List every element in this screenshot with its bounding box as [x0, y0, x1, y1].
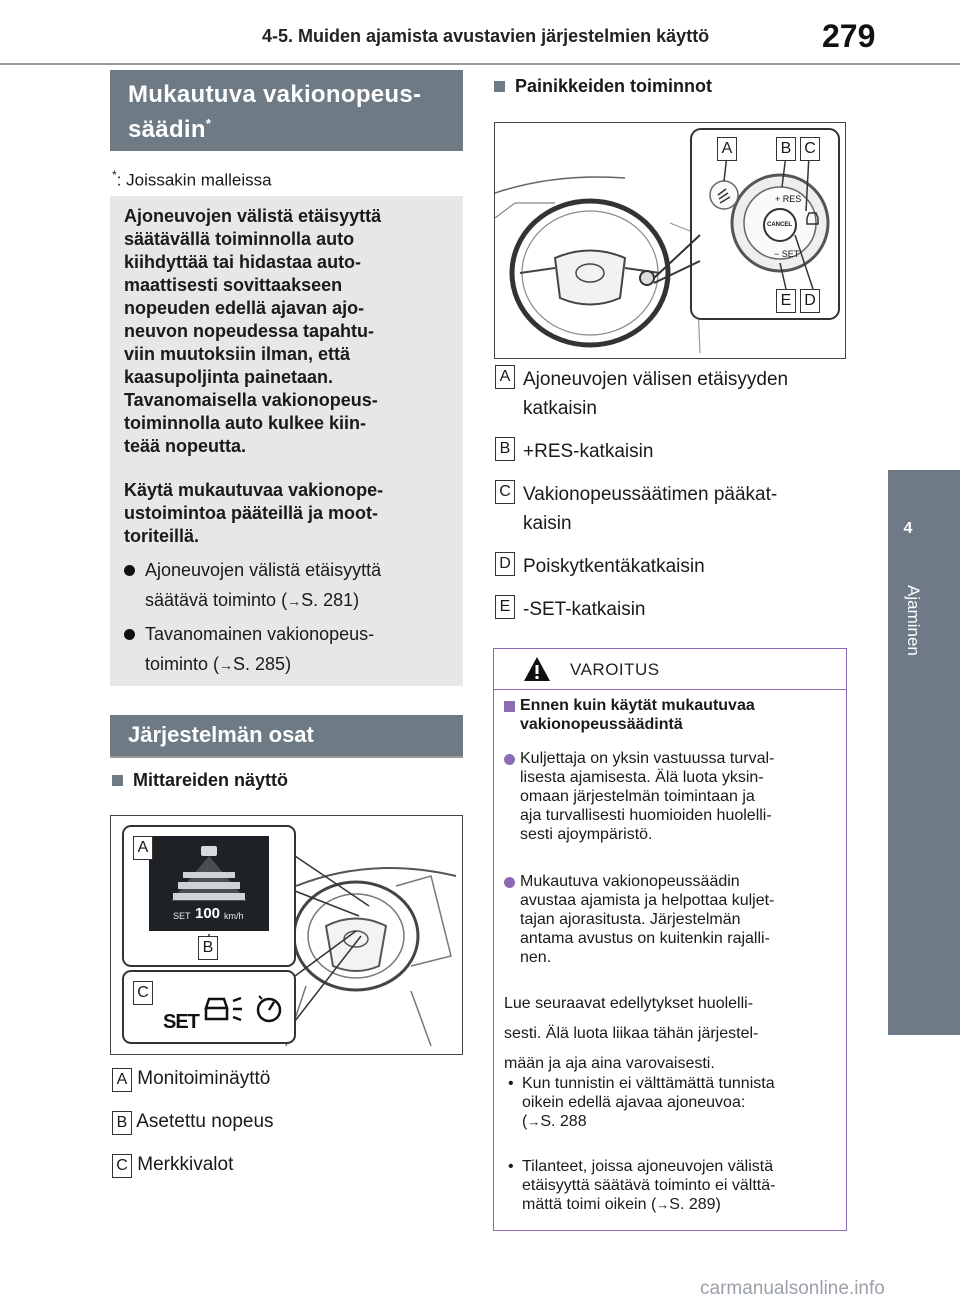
chapter-tab[interactable] — [888, 470, 960, 1035]
text-line: antama avustus on kuitenkin rajalli- — [520, 930, 770, 947]
item-text: Asetettu nopeus — [136, 1111, 274, 1132]
meters-figure — [110, 815, 463, 1055]
page-reference-link[interactable]: S. 281 — [301, 590, 354, 610]
paren: ( — [522, 1113, 528, 1130]
text-line: Tavanomaisella vakionopeus- — [124, 390, 378, 410]
text-line: vakionopeussäädintä — [520, 716, 683, 733]
item-label: E — [495, 595, 515, 619]
item-label: C — [112, 1154, 132, 1178]
item-text: Merkkivalot — [137, 1154, 234, 1175]
display-speed: 100 — [195, 905, 221, 922]
meters-item-a — [112, 1068, 270, 1092]
figure-label-c: C — [800, 137, 820, 161]
text-line: sesti. Älä luota liikaa tähän järjestel- — [504, 1025, 759, 1042]
item-text-cont: kaisin — [523, 513, 572, 534]
page-title — [128, 80, 421, 144]
text-line: etäisyyttä säätävä toiminto ei välttä- — [522, 1177, 776, 1194]
warning-bullet-2 — [520, 872, 840, 967]
text-line: tajan ajorasitusta. Järjestelmän — [520, 911, 741, 928]
section-title: Järjestelmän osat — [128, 722, 314, 747]
text-line: mään ja aja aina varovaisesti. — [504, 1055, 715, 1072]
bullet-line: Ajoneuvojen välistä etäisyyttä — [145, 560, 382, 580]
text-line: maattisesti sovittaakseen — [124, 275, 343, 295]
bullet-line: säätävä toiminto ( — [145, 590, 288, 610]
item-text-cont: katkaisin — [523, 398, 597, 419]
item-text: Vakionopeussäätimen pääkat- — [523, 484, 778, 505]
text-line: Kun tunnistin ei välttämättä tunnista — [522, 1075, 775, 1092]
watermark: carmanualsonline.info — [700, 1278, 885, 1299]
warning-triangle-icon — [522, 655, 552, 683]
title-asterisk: * — [205, 116, 212, 131]
figure-label-c: C — [133, 981, 153, 1005]
arrow-icon: → — [656, 1197, 670, 1212]
intro-paragraph-2 — [124, 479, 454, 548]
meters-item-c — [112, 1154, 233, 1178]
warning-title: VAROITUS — [570, 660, 660, 679]
chapter-label: Ajaminen — [904, 585, 923, 656]
buttons-item-a — [495, 365, 845, 423]
buttons-item-d — [495, 552, 845, 581]
arrow-icon: → — [527, 1114, 541, 1129]
text-line: omaan järjestelmän toimintaan ja — [520, 788, 755, 805]
meters-heading-text: Mittareiden näyttö — [133, 770, 289, 790]
warning-subheading — [520, 696, 840, 734]
text-line: Kuljettaja on yksin vastuussa turval- — [520, 750, 775, 767]
square-bullet-icon — [504, 701, 515, 712]
intro-paragraph-1 — [124, 205, 454, 458]
text-line: säätävällä toiminnolla auto — [124, 229, 355, 249]
set-switch-label: − SET — [774, 249, 800, 259]
text-line: Tilanteet, joissa ajoneuvojen välistä — [522, 1158, 774, 1175]
title-line-1: Mukautuva vakionopeus- — [128, 81, 422, 108]
text-line: toriteillä. — [124, 526, 200, 546]
title-line-2: säädin — [128, 116, 206, 143]
dash-bullet-icon: • — [508, 1075, 514, 1092]
text-line: Lue seuraavat edellytykset huolelli- — [504, 995, 754, 1012]
paren: ) — [715, 1196, 721, 1213]
set-indicator: SET — [163, 1011, 199, 1033]
square-bullet-icon — [494, 81, 505, 92]
display-unit: km/h — [224, 911, 244, 921]
page-reference-link[interactable]: S. 288 — [540, 1113, 587, 1130]
chapter-number: 4 — [903, 520, 913, 537]
page-reference-link[interactable]: S. 285 — [233, 654, 286, 674]
buttons-heading — [494, 76, 712, 97]
meters-item-b — [112, 1111, 274, 1135]
res-text: RES — [782, 194, 802, 204]
text-line: ustoimintoa pääteillä ja moot- — [124, 503, 379, 523]
page-reference-link[interactable]: S. 289 — [669, 1196, 716, 1213]
text-line: Ajoneuvojen välistä etäisyyttä — [124, 206, 382, 226]
text-line: teää nopeutta. — [124, 436, 247, 456]
item-label: C — [495, 480, 515, 504]
buttons-item-list — [495, 365, 845, 638]
text-line: kiihdyttää tai hidastaa auto- — [124, 252, 362, 272]
item-label: A — [495, 365, 515, 389]
buttons-item-c — [495, 480, 845, 538]
text-line: nen. — [520, 949, 552, 966]
bullet-dot-icon — [124, 565, 135, 576]
figure-label-b: B — [198, 936, 218, 960]
figure-label-e: E — [776, 289, 796, 313]
warning-sub-bullet-1 — [522, 1074, 842, 1131]
text-line: kaasupoljinta painetaan. — [124, 367, 334, 387]
item-label: A — [112, 1068, 132, 1092]
display-set-text: SET — [173, 911, 191, 921]
buttons-item-e — [495, 595, 845, 624]
text-line: Ennen kuin käytät mukautuvaa — [520, 697, 755, 714]
bullet-dot-icon — [124, 629, 135, 640]
section-heading: 4-5. Muiden ajamista avustavien järjestelmien käyttö — [262, 26, 710, 46]
item-label: B — [112, 1111, 132, 1135]
res-switch-label: + RES — [775, 194, 802, 204]
header-divider — [0, 63, 960, 65]
text-line: Mukautuva vakionopeussäädin — [520, 873, 740, 890]
meters-heading — [112, 770, 288, 791]
intro-bullet-2 — [145, 619, 455, 680]
footnote — [112, 168, 272, 191]
buttons-heading-text: Painikkeiden toiminnot — [515, 76, 713, 96]
figure-label-d: D — [800, 289, 820, 313]
footnote-mark: * — [112, 168, 117, 182]
figure-label-a: A — [133, 836, 153, 860]
item-text: +RES-katkaisin — [523, 441, 654, 462]
cancel-switch-label: CANCEL — [767, 222, 792, 228]
warning-bullet-1 — [520, 749, 840, 844]
footnote-text: : Joissakin malleissa — [116, 170, 272, 190]
set-text: SET — [781, 249, 800, 259]
warning-paragraph — [504, 989, 839, 1079]
text-line: sesti ajoympäristö. — [520, 826, 653, 843]
paren: ) — [353, 590, 360, 610]
warning-header-divider — [493, 689, 847, 690]
paren: ) — [285, 654, 292, 674]
warning-sub-bullet-2 — [522, 1157, 842, 1214]
page-number: 279 — [822, 18, 876, 54]
intro-bullet-1 — [145, 555, 455, 616]
bullet-line: Tavanomainen vakionopeus- — [145, 624, 375, 644]
square-bullet-icon — [112, 775, 123, 786]
arrow-icon: → — [219, 657, 234, 673]
text-line: toiminnolla auto kulkee kiin- — [124, 413, 367, 433]
bullet-line: toiminto ( — [145, 654, 220, 674]
figure-label-b: B — [776, 137, 796, 161]
bullet-dot-icon — [504, 754, 515, 765]
bullet-dot-icon — [504, 877, 515, 888]
item-label: D — [495, 552, 515, 576]
text-line: neuvon nopeudessa tapahtu- — [124, 321, 375, 341]
buttons-item-b — [495, 437, 845, 466]
item-label: B — [495, 437, 515, 461]
dash-bullet-icon: • — [508, 1158, 514, 1175]
text-line: viin muutoksiin ilman, että — [124, 344, 351, 364]
item-text: Monitoiminäyttö — [137, 1068, 271, 1089]
text-line: oikein edellä ajavaa ajoneuvoa: — [522, 1094, 746, 1111]
arrow-icon: → — [287, 593, 302, 609]
text-line: Käytä mukautuvaa vakionope- — [124, 480, 384, 500]
figure-label-a: A — [717, 137, 737, 161]
item-text: Poiskytkentäkatkaisin — [523, 556, 705, 577]
text-line: avustaa ajamista ja helpottaa kuljet- — [520, 892, 775, 909]
text-line: nopeuden edellä ajavan ajo- — [124, 298, 365, 318]
buttons-figure — [494, 122, 846, 359]
item-text: -SET-katkaisin — [523, 599, 646, 620]
text-line: lisesta ajamisesta. Älä luota yksin- — [520, 769, 764, 786]
item-text: Ajoneuvojen välisen etäisyyden — [523, 369, 789, 390]
section-divider — [110, 756, 463, 758]
text-line: mättä toimi oikein ( — [522, 1196, 657, 1213]
text-line: aja turvallisesti huomioiden huolelli- — [520, 807, 772, 824]
